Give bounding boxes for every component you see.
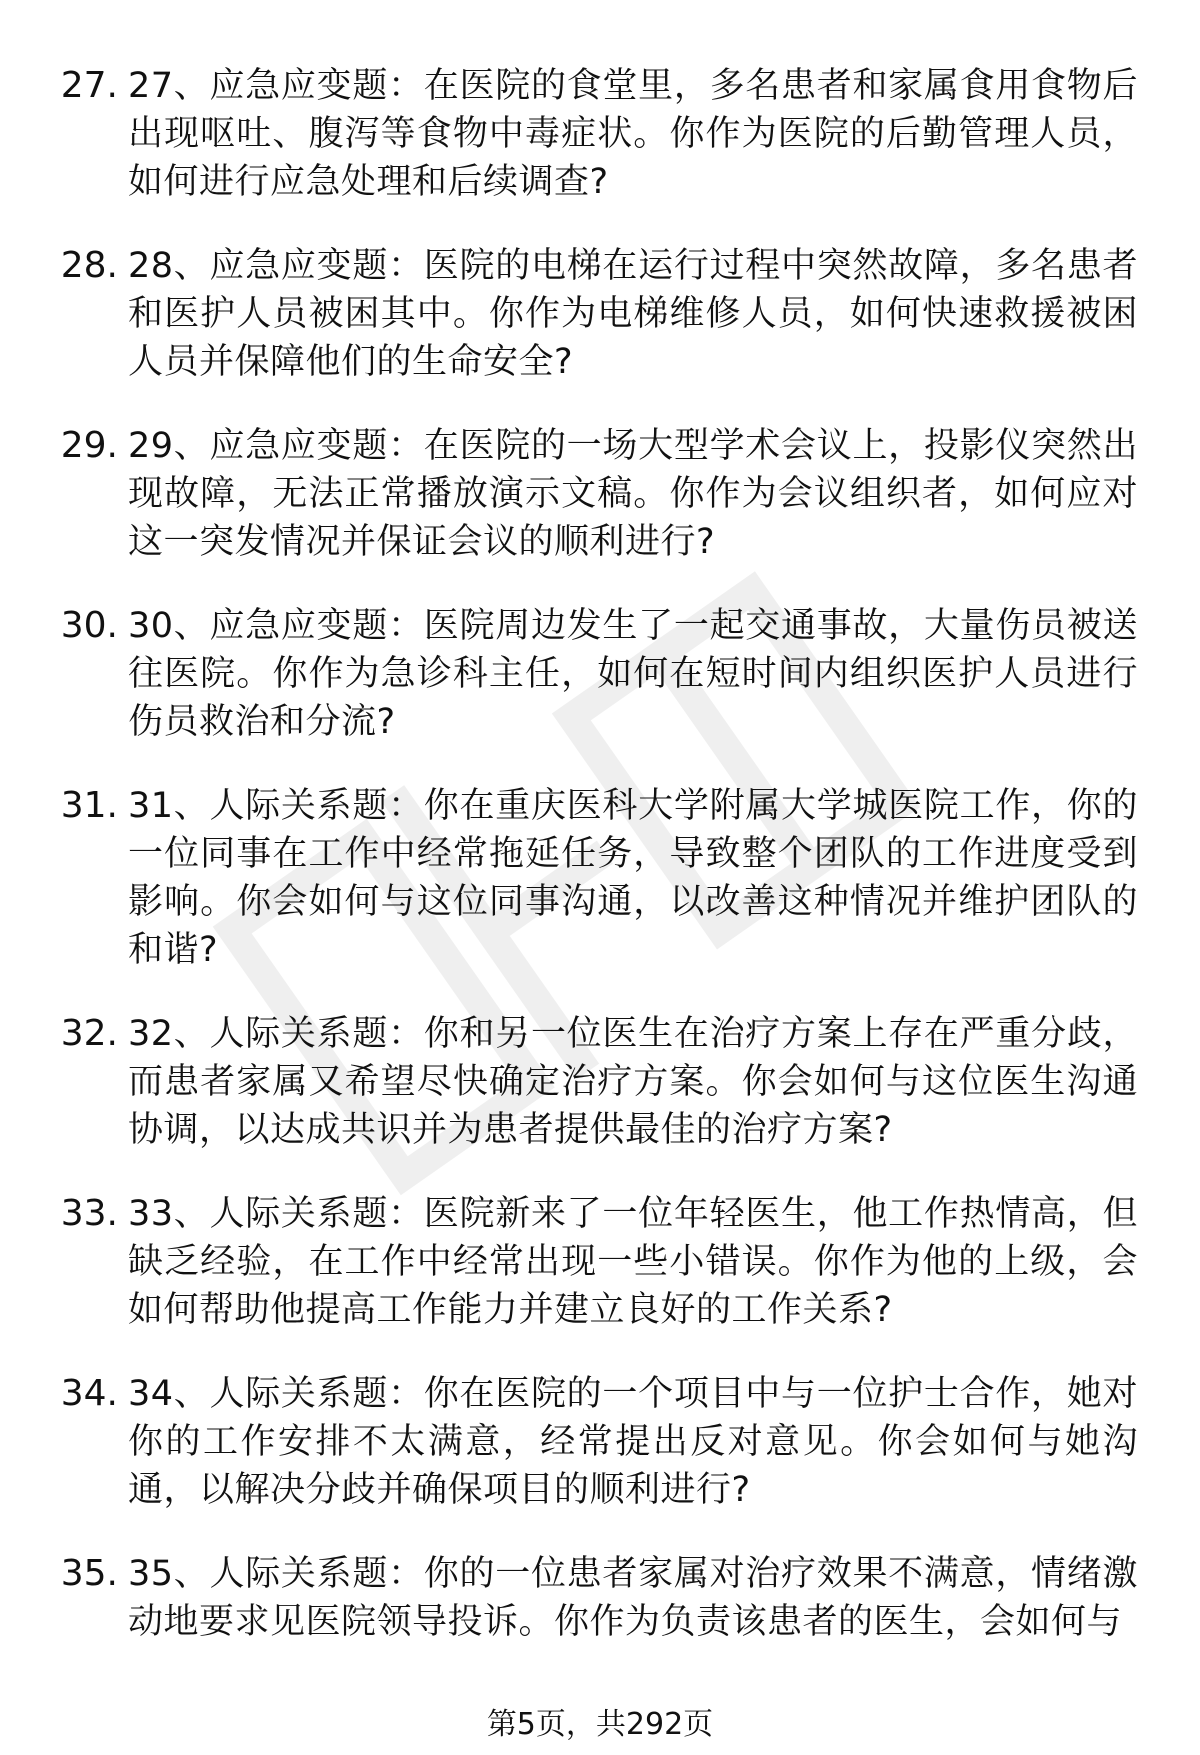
question-text: 28、应急应变题：医院的电梯在运行过程中突然故障，多名患者和医护人员被困其中。你作为电梯维修人员，如何快速救援被困人员并保障他们的生命安全? (128, 246, 1138, 382)
page-footer: 第5页，共292页 (486, 1707, 714, 1742)
question-item (0, 1370, 1200, 1514)
question-number: 31. (60, 785, 118, 826)
question-item (0, 1550, 1200, 1646)
question-text: 29、应急应变题：在医院的一场大型学术会议上，投影仪突然出现故障，无法正常播放演示文稿。你作为会议组织者，如何应对这一突发情况并保证会议的顺利进行? (128, 426, 1138, 562)
question-item (0, 242, 1200, 386)
question-number: 35. (60, 1553, 118, 1594)
question-number: 32. (60, 1013, 118, 1054)
question-text: 27、应急应变题：在医院的食堂里，多名患者和家属食用食物后出现呕吐、腹泻等食物中毒症状。你作为医院的后勤管理人员，如何进行应急处理和后续调查? (128, 66, 1138, 202)
question-item (0, 602, 1200, 746)
question-number: 28. (60, 245, 118, 286)
question-item (0, 1190, 1200, 1334)
question-text: 34、人际关系题：你在医院的一个项目中与一位护士合作，她对你的工作安排不太满意，经常提出反对意见。你会如何与她沟通，以解决分歧并确保项目的顺利进行? (128, 1374, 1138, 1510)
question-text: 31、人际关系题：你在重庆医科大学附属大学城医院工作，你的一位同事在工作中经常拖延任务，导致整个团队的工作进度受到影响。你会如何与这位同事沟通，以改善这种情况并维护团队的和谐? (128, 786, 1138, 970)
question-item (0, 1010, 1200, 1154)
question-number: 34. (60, 1373, 118, 1414)
question-list (0, 62, 1200, 1682)
question-text: 33、人际关系题：医院新来了一位年轻医生，他工作热情高，但缺乏经验，在工作中经常出现一些小错误。你作为他的上级，会如何帮助他提高工作能力并建立良好的工作关系? (128, 1194, 1138, 1330)
question-text: 30、应急应变题：医院周边发生了一起交通事故，大量伤员被送往医院。你作为急诊科主任，如何在短时间内组织医护人员进行伤员救治和分流? (128, 606, 1138, 742)
question-text: 32、人际关系题：你和另一位医生在治疗方案上存在严重分歧，而患者家属又希望尽快确定治疗方案。你会如何与这位医生沟通协调，以达成共识并为患者提供最佳的治疗方案? (128, 1014, 1138, 1150)
question-item (0, 62, 1200, 206)
question-item (0, 422, 1200, 566)
question-number: 30. (60, 605, 118, 646)
question-text: 35、人际关系题：你的一位患者家属对治疗效果不满意，情绪激动地要求见医院领导投诉。你作为负责该患者的医生，会如何与 (128, 1554, 1138, 1642)
question-number: 33. (60, 1193, 118, 1234)
question-number: 29. (60, 425, 118, 466)
question-number: 27. (60, 65, 118, 106)
question-item (0, 782, 1200, 974)
